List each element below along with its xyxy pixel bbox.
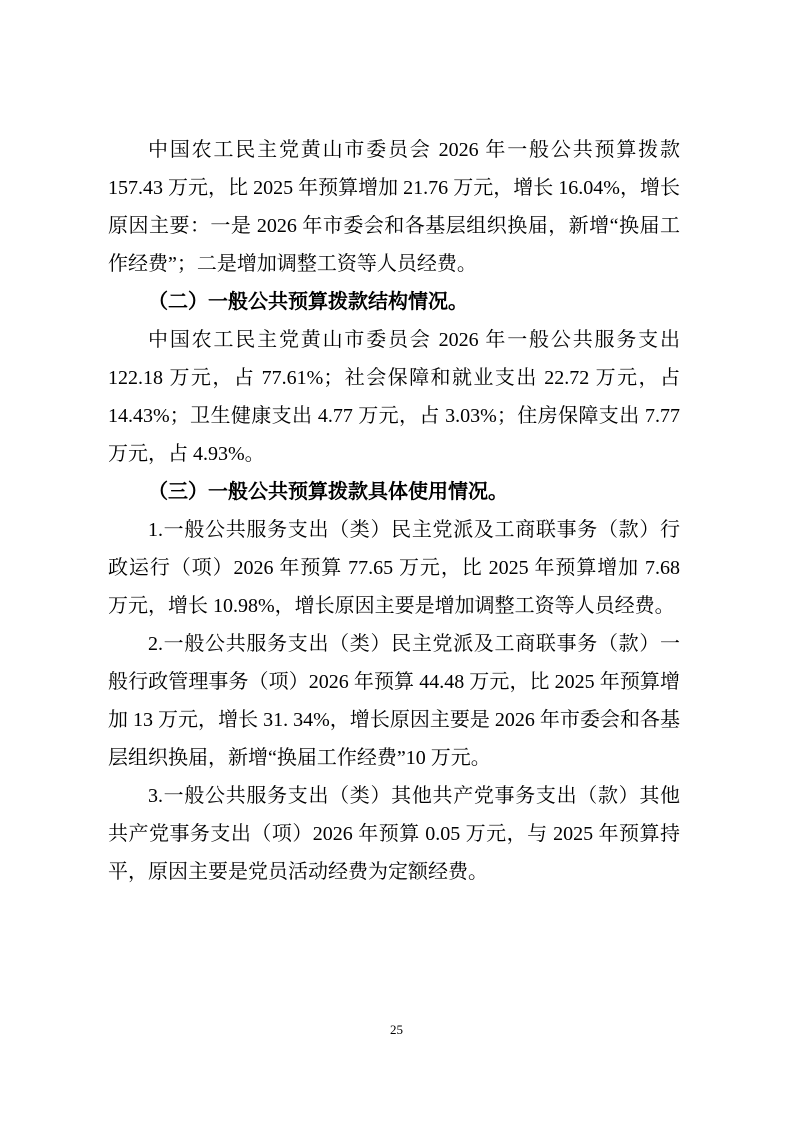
page-footer: [0, 1022, 793, 1038]
paragraph-budget-structure: 中国农工民主党黄山市委员会 2026 年一般公共服务支出 122.18 万元，占 77.61%；社会保障和就业支出 22.72 万元，占 14.43%；卫生健康支出 4.77 万元，占 3.03%；住房保障支出 7.77 万元，占 4.93%。: [108, 329, 680, 465]
paragraph-usage-item-2: 2.一般公共服务支出（类）民主党派及工商联事务（款）一般行政管理事务（项）2026 年预算 44.48 万元，比 2025 年预算增加 13 万元，增长 31. 34%，增长原因主要是 2026 年市委会和各基层组织换届，新增“换届工作经费”10 万元。: [108, 633, 680, 769]
document-body: [108, 131, 680, 891]
heading-section-three-usage: （三）一般公共预算拨款具体使用情况。: [148, 481, 508, 503]
paragraph-usage-item-3: 3.一般公共服务支出（类）其他共产党事务支出（款）其他共产党事务支出（项）2026 年预算 0.05 万元，与 2025 年预算持平，原因主要是党员活动经费为定额经费。: [108, 785, 680, 883]
heading-section-two-structure: （二）一般公共预算拨款结构情况。: [148, 291, 468, 313]
paragraph-budget-overview: 中国农工民主党黄山市委员会 2026 年一般公共预算拨款 157.43 万元，比 2025 年预算增加 21.76 万元，增长 16.04%，增长原因主要：一是 2026 年市委会和各基层组织换届，新增“换届工作经费”；二是增加调整工资等人员经费。: [108, 139, 680, 275]
paragraph-usage-item-1: 1.一般公共服务支出（类）民主党派及工商联事务（款）行政运行（项）2026 年预算 77.65 万元，比 2025 年预算增加 7.68 万元，增长 10.98%，增长原因主要是增加调整工资等人员经费。: [108, 519, 680, 617]
page-number: 25: [390, 1022, 403, 1037]
